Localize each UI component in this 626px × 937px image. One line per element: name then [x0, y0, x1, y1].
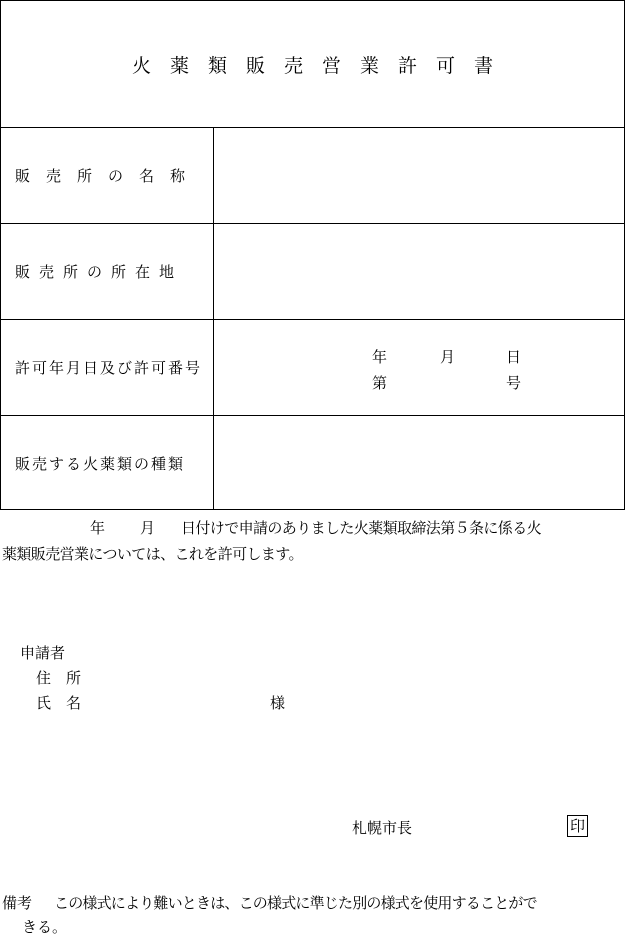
- row-store-address: [1, 224, 624, 320]
- applicant-heading: 申請者: [20, 644, 66, 662]
- value-cell-explosive-types: [213, 416, 624, 510]
- issuer-title: 札幌市長: [352, 819, 413, 837]
- value-cell-permit-date-number: [213, 320, 624, 415]
- row-explosive-types: [1, 416, 624, 510]
- row-label-permit-date-number: 許可年月日及び許可番号: [15, 359, 203, 377]
- body-month-label: 月: [140, 519, 156, 537]
- date-month-label: 月: [440, 348, 456, 366]
- value-cell-store-address: [213, 224, 624, 319]
- row-label-store-name: 販売所の名称: [15, 167, 202, 185]
- row-permit-date-number: [1, 320, 624, 416]
- row-label-explosive-types: 販売する火薬類の種類: [15, 454, 186, 473]
- body-text-line1: 日付けで申請のありました火薬類取締法第５条に係る火: [181, 519, 542, 537]
- official-seal-mark: 印: [567, 815, 588, 837]
- row-store-name: [1, 128, 624, 224]
- number-prefix-label: 第: [372, 374, 388, 392]
- title-row: [1, 1, 624, 128]
- note-text-line2: きる。: [22, 918, 68, 936]
- applicant-address-label: 住 所: [36, 669, 82, 687]
- value-cell-store-name: [213, 128, 624, 223]
- date-year-label: 年: [372, 348, 388, 366]
- date-day-label: 日: [506, 348, 522, 366]
- note-label: 備考: [2, 894, 33, 912]
- row-label-store-address: 販売所の所在地: [15, 263, 184, 281]
- note-text-line1: この様式により難いときは、この様式に準じた別の様式を使用することがで: [54, 894, 537, 912]
- number-suffix-label: 号: [506, 374, 522, 392]
- applicant-name-label: 氏 名: [36, 694, 82, 712]
- document-title: 火薬類販売営業許可書: [131, 54, 512, 77]
- applicant-honorific: 様: [270, 694, 286, 712]
- body-year-label: 年: [90, 519, 106, 537]
- body-text-line2: 薬類販売営業については、これを許可します。: [2, 545, 303, 563]
